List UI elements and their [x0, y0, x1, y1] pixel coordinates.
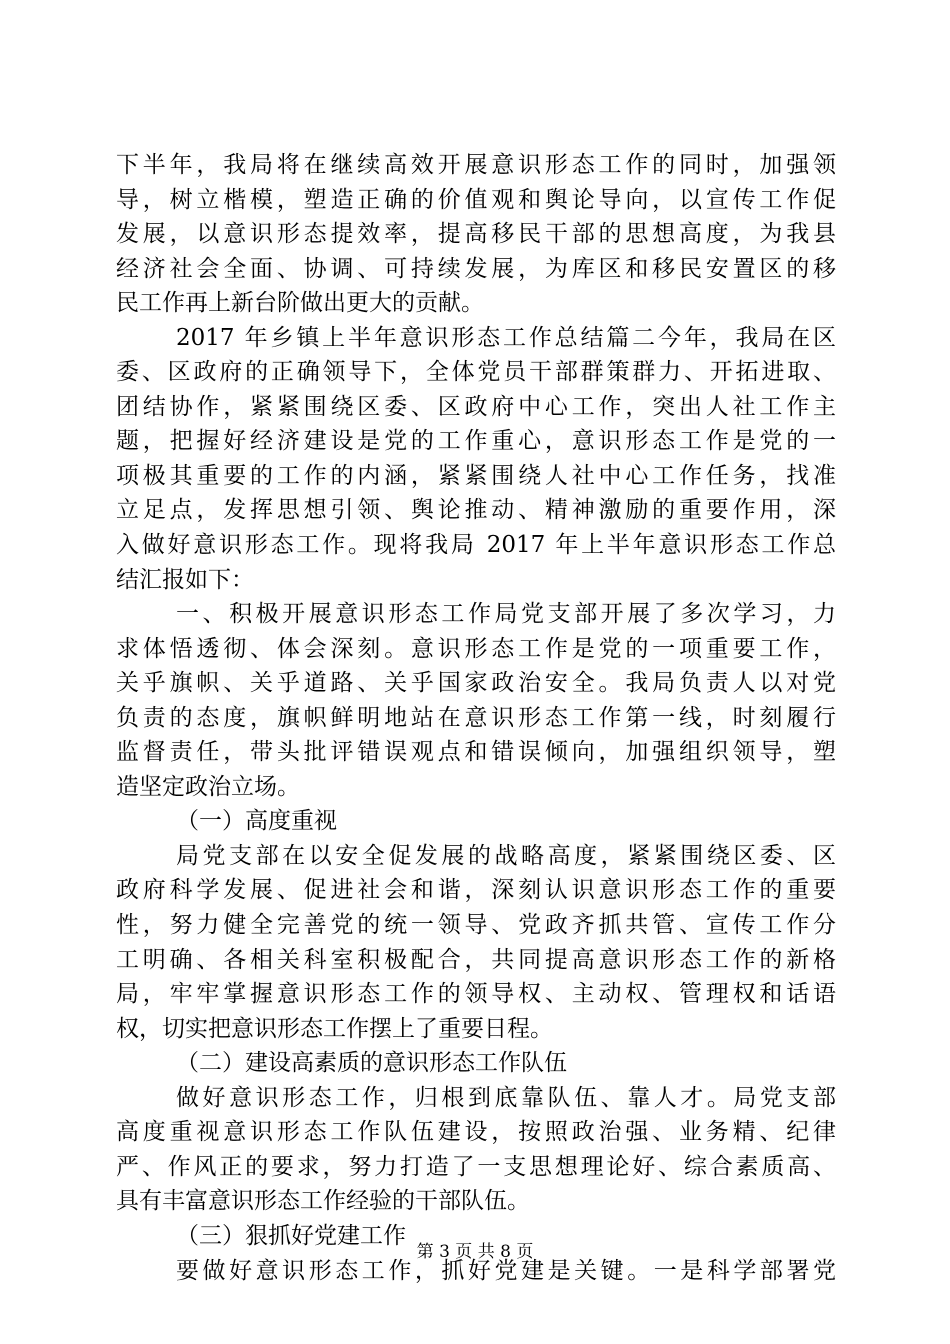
text-line: 做好意识形态工作，归根到底靠队伍、靠人才。局党支部 [176, 1084, 836, 1111]
text-line: 权，切实把意识形态工作摆上了重要日程。 [116, 1015, 553, 1042]
text-line: 入做好意识形态工作。现将我局 2017 年上半年意识形态工作总 [116, 532, 836, 559]
text-line: 一、积极开展意识形态工作局党支部开展了多次学习，力 [176, 601, 836, 628]
page-footer: 第 3 页 共 8 页 [416, 1242, 534, 1262]
text-line: 立足点，发挥思想引领、舆论推动、精神激励的重要作用，深 [116, 497, 836, 524]
document-body [116, 148, 836, 1288]
text-line: 高度重视意识形态工作队伍建设，按照政治强、业务精、纪律 [116, 1119, 836, 1146]
text-line: 严、作风正的要求，努力打造了一支思想理论好、综合素质高、 [116, 1153, 836, 1180]
text-line: 关乎旗帜、关乎道路、关乎国家政治安全。我局负责人以对党 [116, 670, 836, 697]
text-line: 团结协作，紧紧围绕区委、区政府中心工作，突出人社工作主 [116, 393, 836, 420]
text-line: 局，牢牢掌握意识形态工作的领导权、主动权、管理权和话语 [116, 981, 836, 1008]
text-line: 民工作再上新台阶做出更大的贡献。 [116, 290, 484, 317]
text-line: 求体悟透彻、体会深刻。意识形态工作是党的一项重要工作， [116, 635, 836, 662]
text-line: 项极其重要的工作的内涵，紧紧围绕人社中心工作任务，找准 [116, 462, 836, 489]
text-line: 政府科学发展、促进社会和谐，深刻认识意识形态工作的重要 [116, 877, 836, 904]
text-line: 发展，以意识形态提效率，提高移民干部的思想高度，为我县 [116, 221, 836, 248]
text-line: 2017 年乡镇上半年意识形态工作总结篇二今年，我局在区 [176, 324, 836, 351]
text-line: （三）狠抓好党建工作 [176, 1222, 406, 1249]
text-line: 经济社会全面、协调、可持续发展，为库区和移民安置区的移 [116, 255, 836, 282]
text-line: 委、区政府的正确领导下，全体党员干部群策群力、开拓进取、 [116, 359, 836, 386]
text-line: 结汇报如下： [116, 566, 254, 593]
text-line: 下半年，我局将在继续高效开展意识形态工作的同时，加强领 [116, 152, 836, 178]
text-line: 负责的态度，旗帜鲜明地站在意识形态工作第一线，时刻履行 [116, 704, 836, 731]
text-line: 导，树立楷模，塑造正确的价值观和舆论导向，以宣传工作促 [116, 186, 836, 213]
text-line: （二）建设高素质的意识形态工作队伍 [176, 1050, 567, 1077]
text-line: 监督责任，带头批评错误观点和错误倾向，加强组织领导，塑 [116, 739, 836, 766]
text-line: 工明确、各相关科室积极配合，共同提高意识形态工作的新格 [116, 946, 836, 973]
text-line: 题，把握好经济建设是党的工作重心，意识形态工作是党的一 [116, 428, 836, 455]
text-line: 造坚定政治立场。 [116, 773, 300, 800]
text-line: （一）高度重视 [176, 808, 337, 835]
text-line: 局党支部在以安全促发展的战略高度，紧紧围绕区委、区 [176, 842, 836, 869]
text-line: 具有丰富意识形态工作经验的干部队伍。 [116, 1188, 530, 1215]
text-line: 要做好意识形态工作，抓好党建是关键。一是科学部署党 [176, 1257, 836, 1284]
text-line: 性，努力健全完善党的统一领导、党政齐抓共管、宣传工作分 [116, 912, 836, 939]
